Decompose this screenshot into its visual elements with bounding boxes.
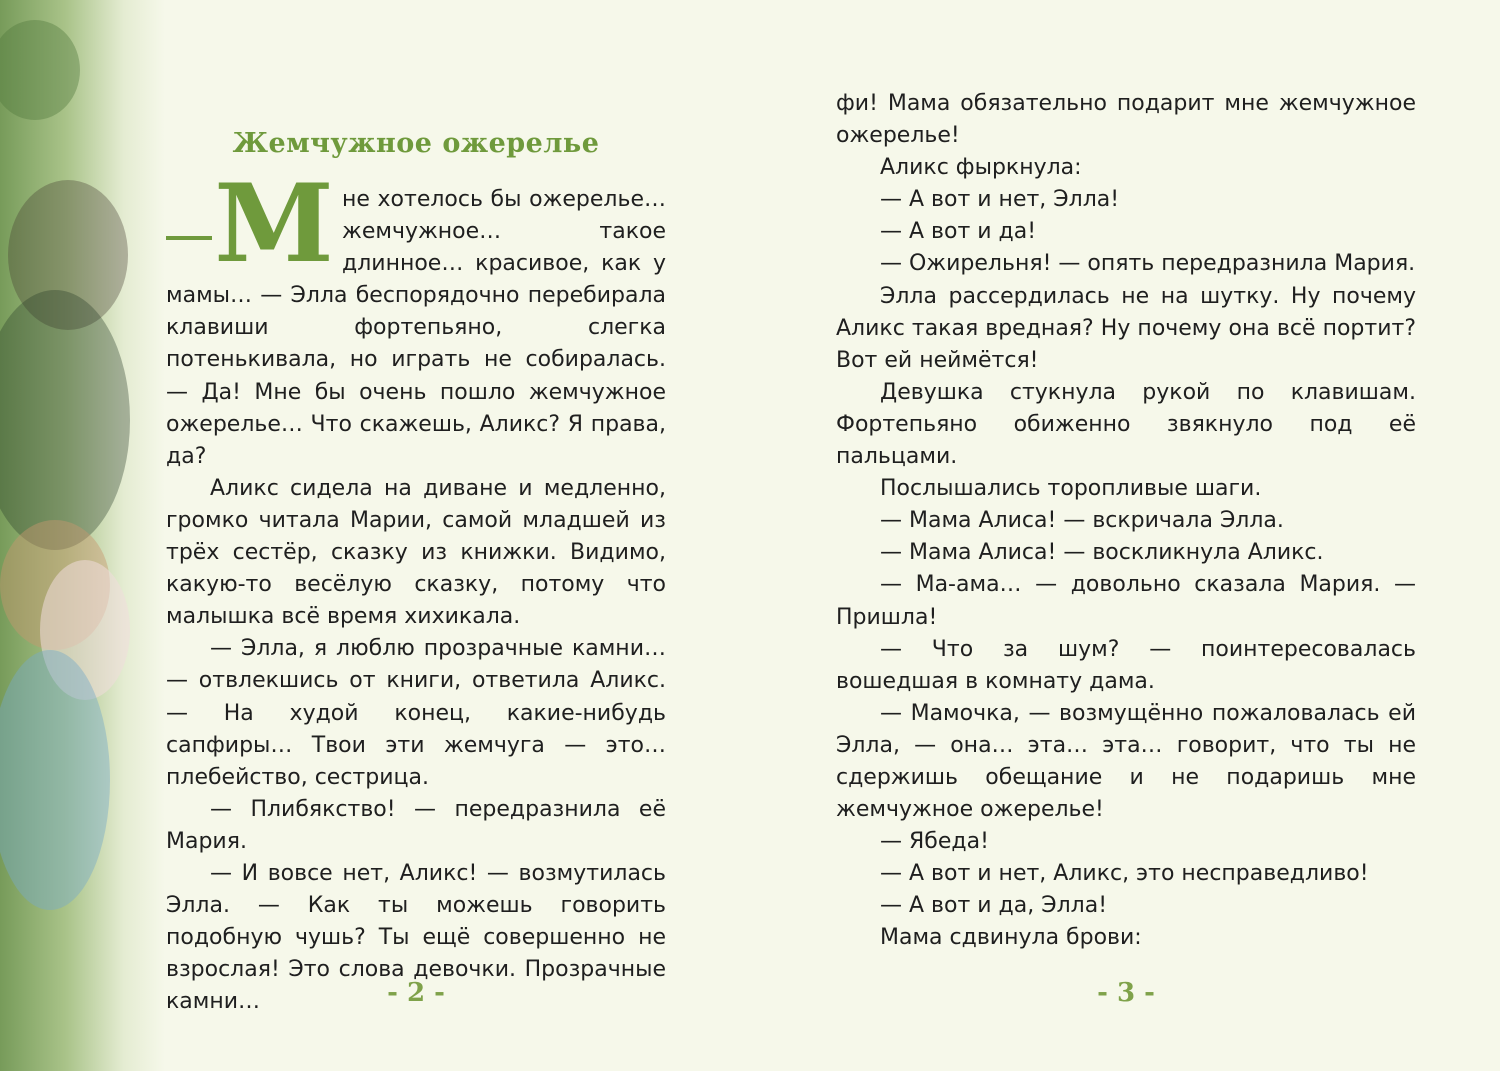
right-page bbox=[836, 0, 1416, 1071]
paragraph: — А вот и да! bbox=[880, 219, 1037, 245]
drop-cap-letter: М bbox=[214, 161, 334, 287]
right-page-text bbox=[836, 88, 1416, 955]
illustration-figure-dress bbox=[0, 290, 130, 550]
paragraph: — Мамочка, — возмущённо пожаловалась ей Элла, — она… эта… эта… говорит, что ты не сдержишь обещание и не подаришь мне жемчужное ожерелье! bbox=[836, 700, 1416, 823]
vintage-girls-illustration-icon bbox=[0, 0, 165, 1071]
paragraph: Элла рассердилась не на шутку. Ну почему Аликс такая вредная? Ну почему она всё портит? Вот ей неймётся! bbox=[836, 283, 1416, 373]
left-page-text bbox=[166, 161, 666, 1018]
paragraph: — Ма-ама… — довольно сказала Мария. — Пришла! bbox=[836, 572, 1416, 630]
page-number: - 3 - bbox=[1097, 978, 1155, 1008]
paragraph: Мама сдвинула брови: bbox=[880, 925, 1142, 951]
paragraph: фи! Мама обязательно подарит мне жемчужное ожерелье! bbox=[836, 91, 1416, 149]
paragraph: — А вот и нет, Аликс, это несправедливо! bbox=[880, 861, 1369, 887]
paragraph: Послышались торопливые шаги. bbox=[880, 476, 1262, 502]
paragraph: — Ябеда! bbox=[880, 829, 989, 855]
paragraph: — Ожирельня! — опять передразнила Мария. bbox=[880, 251, 1416, 277]
paragraph: — И вовсе нет, Аликс! — возмутилась Элла. — Как ты можешь говорить подобную чушь? Ты ещё совершенно не взрослая! Это слова девочки. Прозрачные камни… bbox=[166, 860, 666, 1015]
drop-cap-dash bbox=[166, 236, 212, 240]
paragraph: — А вот и нет, Элла! bbox=[880, 187, 1120, 213]
page-number: - 2 - bbox=[387, 978, 445, 1008]
paragraph: — Что за шум? — поинтересовалась вошедшая в комнату дама. bbox=[836, 636, 1416, 694]
paragraph: — Мама Алиса! — воскликнула Аликс. bbox=[880, 540, 1324, 566]
paragraph: Аликс фыркнула: bbox=[880, 155, 1082, 181]
paragraph: не хотелось бы ожерелье… жемчужное… такое длинное… красивое, как у мамы… — Элла беспорядочно перебирала клавиши фортепьяно, слегка потенькивала, но играть не собиралась. — Да! Мне бы очень пошло жемчужное ожерелье… Что скажешь, Аликс? Я права, да? bbox=[166, 187, 666, 469]
paragraph: — Элла, я люблю прозрачные камни… — отвлекшись от книги, ответила Аликс. — На худой конец, какие-нибудь сапфиры… Твои эти жемчуга — это… плебейство, сестрица. bbox=[166, 636, 666, 790]
paragraph: Аликс сидела на диване и медленно, громко читала Марии, самой младшей из трёх сестёр, сказку из книжки. Видимо, какую-то весёлую сказку, потому что малышка всё время хихикала. bbox=[166, 475, 666, 630]
illustration-plant bbox=[0, 20, 80, 120]
paragraph: — А вот и да, Элла! bbox=[880, 893, 1108, 919]
drop-cap bbox=[166, 161, 336, 287]
paragraph: Девушка стукнула рукой по клавишам. Фортепьяно обиженно звякнуло под её пальцами. bbox=[836, 379, 1416, 470]
chapter-title: Жемчужное ожерелье bbox=[232, 128, 600, 159]
paragraph: — Плибякство! — передразнила её Мария. bbox=[166, 796, 666, 854]
left-page bbox=[166, 0, 666, 1071]
paragraph: — Мама Алиса! — вскричала Элла. bbox=[880, 508, 1284, 534]
